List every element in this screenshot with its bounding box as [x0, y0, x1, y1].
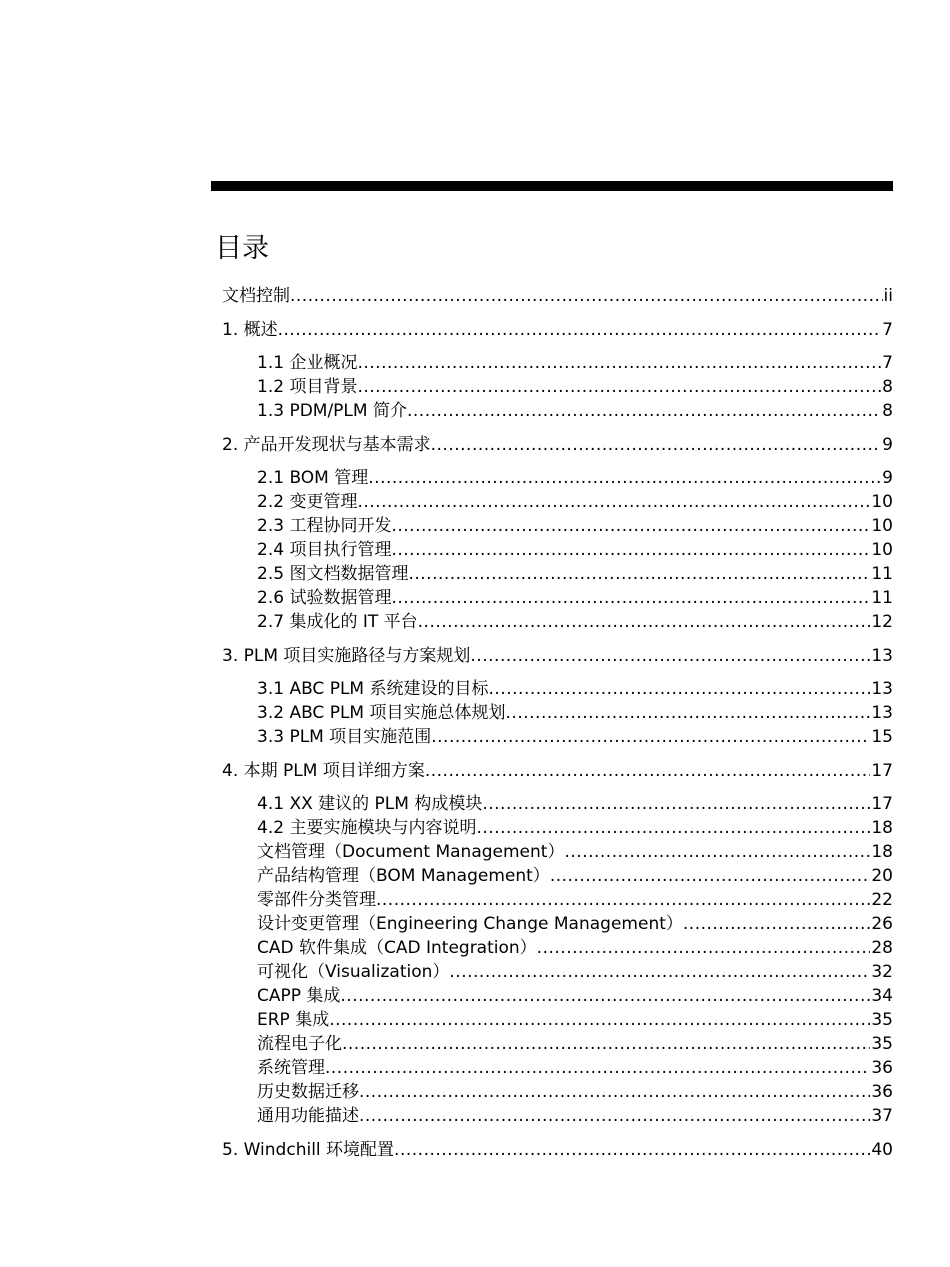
- toc-entry[interactable]: [222, 701, 893, 725]
- toc-dot-leader: [537, 936, 871, 960]
- toc-entry-page-number: 7: [882, 319, 893, 340]
- toc-dot-leader: [425, 759, 871, 783]
- toc-dot-leader: [470, 644, 870, 668]
- toc-entry-page-number: 10: [871, 492, 893, 512]
- toc-entry-label: 4.1 XX 建议的 PLM 构成模块: [257, 794, 483, 814]
- toc-entry[interactable]: [222, 1104, 893, 1128]
- toc-entry-label: 2.2 变更管理: [257, 492, 358, 512]
- toc-entry-label: 2.6 试验数据管理: [257, 588, 392, 608]
- toc-entry-page-number: 10: [871, 540, 893, 560]
- toc-entry-page-number: 9: [882, 468, 893, 488]
- toc-entry-page-number: 17: [871, 794, 893, 814]
- toc-dot-leader: [359, 1080, 870, 1104]
- toc-entry[interactable]: [222, 466, 893, 490]
- toc-entry-label: 2.4 项目执行管理: [257, 540, 392, 560]
- toc-dot-leader: [340, 984, 870, 1008]
- toc-entry-page-number: 11: [871, 588, 893, 608]
- toc-dot-leader: [418, 610, 871, 634]
- toc-dot-leader: [359, 1104, 870, 1128]
- toc-dot-leader: [683, 912, 870, 936]
- toc-entry[interactable]: [222, 586, 893, 610]
- toc-entry[interactable]: [222, 816, 893, 840]
- toc-entry-label: CAD 软件集成（CAD Integration）: [257, 938, 537, 958]
- toc-entry-page-number: 8: [882, 401, 893, 421]
- toc-entry-page-number: 35: [871, 1010, 893, 1030]
- toc-entry[interactable]: [222, 1032, 893, 1056]
- toc-entry[interactable]: [222, 960, 893, 984]
- toc-dot-leader: [290, 284, 883, 308]
- toc-entry-label: 文档控制: [222, 286, 290, 306]
- toc-entry-page-number: 10: [871, 516, 893, 536]
- toc-entry-label: CAPP 集成: [257, 986, 341, 1006]
- toc-entry[interactable]: [222, 318, 893, 342]
- toc-dot-leader: [449, 960, 870, 984]
- toc-entry[interactable]: [222, 888, 893, 912]
- toc-entry-page-number: 37: [871, 1106, 893, 1126]
- toc-entry-page-number: 15: [871, 727, 893, 747]
- toc-entry[interactable]: [222, 351, 893, 375]
- toc-dot-leader: [329, 1008, 870, 1032]
- toc-entry-label: 文档管理（Document Management）: [257, 842, 565, 862]
- toc-entry[interactable]: [222, 864, 893, 888]
- toc-entry-page-number: 11: [871, 564, 893, 584]
- toc-entry-page-number: ii: [883, 286, 893, 306]
- toc-entry-label: 2.3 工程协同开发: [257, 516, 392, 536]
- toc-dot-leader: [550, 864, 871, 888]
- toc-entry-page-number: 13: [871, 703, 893, 723]
- toc-entry-label: 2.7 集成化的 IT 平台: [257, 612, 418, 632]
- toc-entry[interactable]: [222, 610, 893, 634]
- toc-entry-page-number: 20: [871, 866, 893, 886]
- toc-entry[interactable]: [222, 1056, 893, 1080]
- toc-entry[interactable]: [222, 399, 893, 423]
- toc-entry-page-number: 36: [871, 1082, 893, 1102]
- toc-entry-page-number: 28: [871, 938, 893, 958]
- toc-entry-label: 1. 概述: [222, 319, 278, 340]
- toc-entry-label: 零部件分类管理: [257, 890, 376, 910]
- toc-dot-leader: [391, 538, 870, 562]
- toc-entry-page-number: 13: [871, 679, 893, 699]
- toc-entry[interactable]: [222, 725, 893, 749]
- toc-entry-label: 流程电子化: [257, 1034, 342, 1054]
- toc-entry-label: 2. 产品开发现状与基本需求: [222, 434, 431, 455]
- toc-entry-label: 1.2 项目背景: [257, 377, 358, 397]
- toc-entry-page-number: 9: [882, 434, 893, 455]
- toc-dot-leader: [489, 677, 871, 701]
- toc-entry[interactable]: [222, 1008, 893, 1032]
- toc-dot-leader: [394, 1138, 870, 1162]
- toc-entry-label: 通用功能描述: [257, 1106, 359, 1126]
- toc-entry[interactable]: [222, 284, 893, 308]
- toc-title: 目录: [215, 233, 269, 264]
- toc-dot-leader: [431, 433, 882, 457]
- toc-entry-label: 5. Windchill 环境配置: [222, 1139, 395, 1160]
- toc-dot-leader: [342, 1032, 870, 1056]
- toc-entry-page-number: 18: [871, 842, 893, 862]
- toc-entry[interactable]: [222, 433, 893, 457]
- toc-entry-page-number: 32: [871, 962, 893, 982]
- toc-entry-label: 设计变更管理（Engineering Change Management）: [257, 914, 683, 934]
- toc-dot-leader: [357, 351, 881, 375]
- toc-entry[interactable]: [222, 840, 893, 864]
- toc-entry-label: 2.5 图文档数据管理: [257, 564, 409, 584]
- toc-entry-page-number: 8: [882, 377, 893, 397]
- toc-dot-leader: [564, 840, 870, 864]
- toc-dot-leader: [506, 701, 871, 725]
- toc-entry-page-number: 18: [871, 818, 893, 838]
- toc-entry-page-number: 34: [871, 986, 893, 1006]
- toc-dot-leader: [368, 466, 881, 490]
- toc-entry[interactable]: [222, 792, 893, 816]
- toc-entry-page-number: 22: [871, 890, 893, 910]
- toc-dot-leader: [391, 514, 870, 538]
- toc-entry-label: 3.3 PLM 项目实施范围: [257, 727, 432, 747]
- toc-entry[interactable]: [222, 644, 893, 668]
- toc-entry[interactable]: [222, 490, 893, 514]
- toc-entry-label: 系统管理: [257, 1058, 325, 1078]
- toc-entry-label: 1.1 企业概况: [257, 353, 358, 373]
- toc-entry[interactable]: [222, 562, 893, 586]
- toc-entry-label: 3.1 ABC PLM 系统建设的目标: [257, 679, 489, 699]
- toc-entry-page-number: 13: [871, 645, 893, 666]
- toc-dot-leader: [482, 792, 870, 816]
- toc-entry-label: 2.1 BOM 管理: [257, 468, 369, 488]
- toc-dot-leader: [357, 375, 881, 399]
- toc-dot-leader: [408, 562, 870, 586]
- toc-entry[interactable]: [222, 759, 893, 783]
- toc-dot-leader: [357, 490, 870, 514]
- toc-entry-label: 1.3 PDM/PLM 简介: [257, 401, 407, 421]
- toc-entry[interactable]: [222, 375, 893, 399]
- toc-entry-label: 可视化（Visualization）: [257, 962, 450, 982]
- toc-entry-label: 4.2 主要实施模块与内容说明: [257, 818, 477, 838]
- header-rule: [211, 181, 893, 191]
- toc-dot-leader: [476, 816, 870, 840]
- toc-entry-page-number: 17: [871, 760, 893, 781]
- toc-entry-page-number: 7: [882, 353, 893, 373]
- toc-dot-leader: [278, 318, 882, 342]
- toc-dot-leader: [431, 725, 870, 749]
- toc-entry-label: 4. 本期 PLM 项目详细方案: [222, 760, 425, 781]
- toc-entry-page-number: 35: [871, 1034, 893, 1054]
- toc-entry-page-number: 12: [871, 612, 893, 632]
- toc-entry[interactable]: [222, 936, 893, 960]
- toc-dot-leader: [325, 1056, 870, 1080]
- toc-entry[interactable]: [222, 912, 893, 936]
- toc-dot-leader: [391, 586, 870, 610]
- toc-entry[interactable]: [222, 984, 893, 1008]
- toc-entry-label: 3. PLM 项目实施路径与方案规划: [222, 645, 471, 666]
- toc-entry[interactable]: [222, 1080, 893, 1104]
- toc-entry-page-number: 36: [871, 1058, 893, 1078]
- table-of-contents: [222, 284, 893, 1162]
- toc-entry-label: ERP 集成: [257, 1010, 330, 1030]
- toc-dot-leader: [407, 399, 881, 423]
- toc-entry[interactable]: [222, 538, 893, 562]
- toc-entry[interactable]: [222, 1138, 893, 1162]
- toc-entry-label: 产品结构管理（BOM Management）: [257, 866, 550, 886]
- toc-entry-page-number: 26: [871, 914, 893, 934]
- toc-dot-leader: [376, 888, 870, 912]
- toc-entry-label: 3.2 ABC PLM 项目实施总体规划: [257, 703, 506, 723]
- toc-entry[interactable]: [222, 677, 893, 701]
- toc-entry-label: 历史数据迁移: [257, 1082, 359, 1102]
- toc-entry[interactable]: [222, 514, 893, 538]
- toc-entry-page-number: 40: [871, 1139, 893, 1160]
